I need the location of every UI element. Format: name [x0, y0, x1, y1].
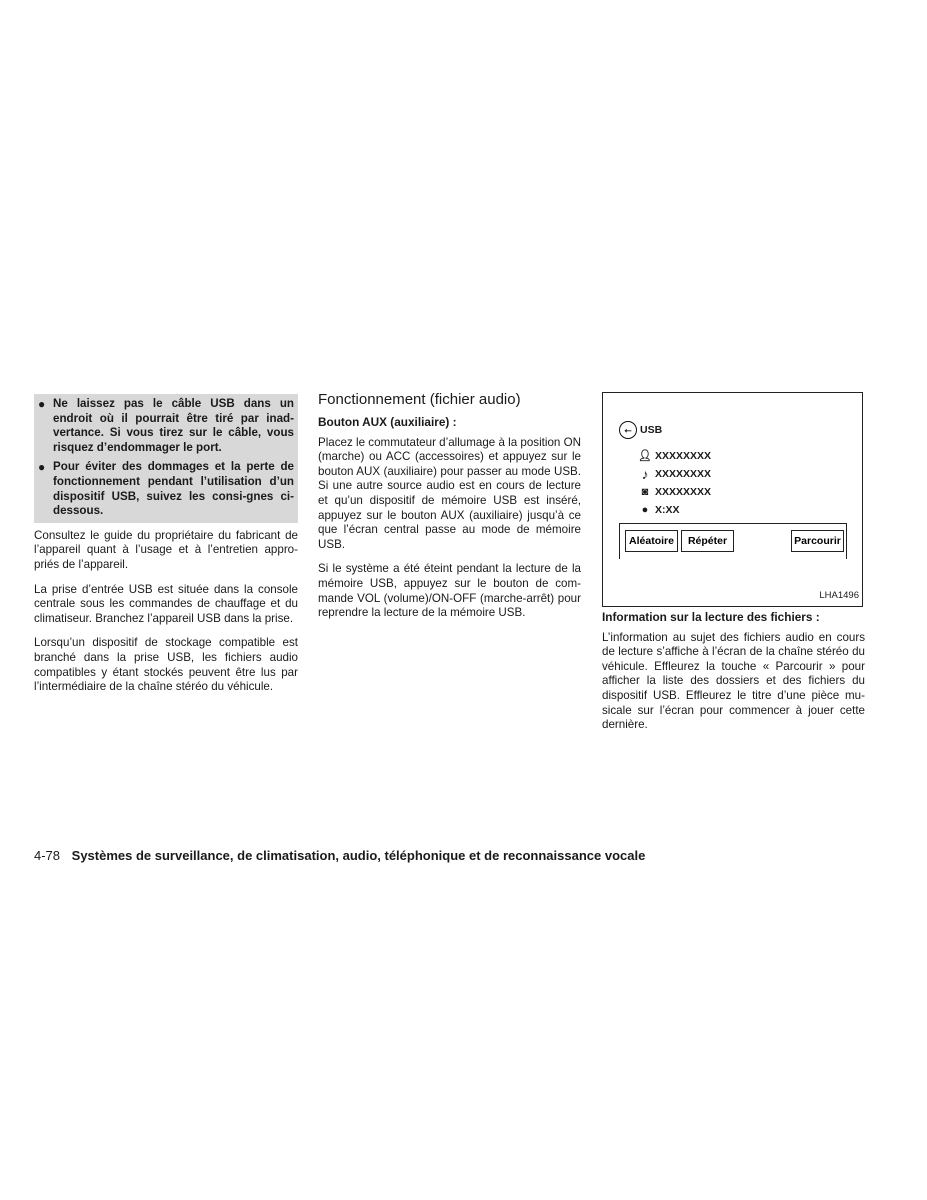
album-row	[638, 485, 711, 500]
figure-code: LHA1496	[819, 590, 859, 602]
middle-column	[318, 391, 581, 631]
track-row	[638, 467, 711, 482]
subheading: Information sur la lecture des fichiers :	[602, 610, 820, 624]
person-icon: 👤︎	[638, 450, 652, 462]
artist-row	[638, 449, 711, 464]
subheading: Bouton AUX (auxiliaire) :	[318, 415, 457, 429]
track-text: XXXXXXXX	[655, 468, 712, 480]
body-paragraph: La prise d’entrée USB est située dans la console centrale sous les commandes de chauffage et du climatiseur. Branchez l’appareil USB dans la prise.	[34, 582, 298, 625]
right-column	[602, 392, 865, 743]
left-column	[34, 394, 298, 705]
time-text: X:XX	[655, 504, 680, 516]
page-footer	[34, 848, 645, 863]
artist-text: XXXXXXXX	[655, 450, 712, 462]
button-bar	[619, 523, 847, 559]
source-row	[619, 421, 662, 439]
body-paragraph: Lorsqu’un dispositif de stockage compatible est branché dans la prise USB, les fichiers audio compatibles y étant stockés peuvent être lus par l’intermédiaire de la chaîne stéréo du véhicule.	[34, 636, 298, 694]
music-note-icon: ♪	[641, 466, 649, 482]
caution-text: Ne laissez pas le câble USB dans un endroit où il pourrait être tiré par inad-vertance. Si vous tirez sur le câble, vous risquez d’endommager le port.	[53, 397, 294, 454]
bullet-icon: ●	[38, 460, 46, 475]
shuffle-button[interactable]: Aléatoire	[625, 530, 678, 552]
bullet-icon: ●	[38, 397, 46, 411]
body-paragraph: L’information au sujet des fichiers audio en cours de lecture s’affiche à l’écran de la chaîne stéréo du véhicule. Effleurez la touche « Parcourir » pour afficher la liste des dossiers et des fichiers du dispositif USB. Effleurez le titre d’une pièce mu-sicale sur l’écran pour commencer à jouer cette dernière.	[602, 630, 865, 732]
section-title: Fonctionnement (fichier audio)	[318, 391, 521, 408]
chapter-title: Systèmes de surveillance, de climatisation, audio, téléphonique et de reconnaissance vocale	[71, 848, 646, 863]
body-paragraph: Si le système a été éteint pendant la lecture de la mémoire USB, appuyez sur le bouton de com-mande VOL (volume)/ON-OFF (marche-arrêt) pour reprendre la lecture de la mémoire USB.	[318, 562, 581, 620]
album-text: XXXXXXXX	[655, 486, 712, 498]
usb-icon: ⭠	[619, 421, 637, 439]
repeat-button[interactable]: Répéter	[681, 530, 734, 552]
caution-item	[38, 460, 294, 518]
disc-icon: ◙	[641, 486, 649, 498]
caution-item	[38, 397, 294, 455]
caution-text: Pour éviter des dommages et la perte de fonctionnement pendant l’utilisation d’un dispositif USB, suivez les consi-gnes ci-dessous.	[53, 460, 294, 518]
body-paragraph: Placez le commutateur d’allumage à la position ON (marche) ou ACC (accessoires) et appuyez sur le bouton AUX (auxiliaire) pour passer au mode USB. Si une autre source audio est en cours de lecture et qu’un dispositif de mémoire USB est inséré, appuyez sur le bouton AUX (auxiliaire) jusqu’à ce que l’écran central passe au mode de mémoire USB.	[318, 435, 581, 551]
body-paragraph: Consultez le guide du propriétaire du fabricant de l’appareil quant à l’usage et à l’entretien appro-priés de l’appareil.	[34, 528, 298, 571]
time-row	[638, 503, 680, 518]
clock-icon: ●	[641, 504, 649, 516]
caution-box	[34, 394, 298, 523]
source-label: USB	[640, 423, 663, 436]
page-number: 4-78	[34, 848, 61, 863]
browse-button[interactable]: Parcourir	[791, 530, 844, 552]
usb-screen-figure	[602, 392, 863, 607]
